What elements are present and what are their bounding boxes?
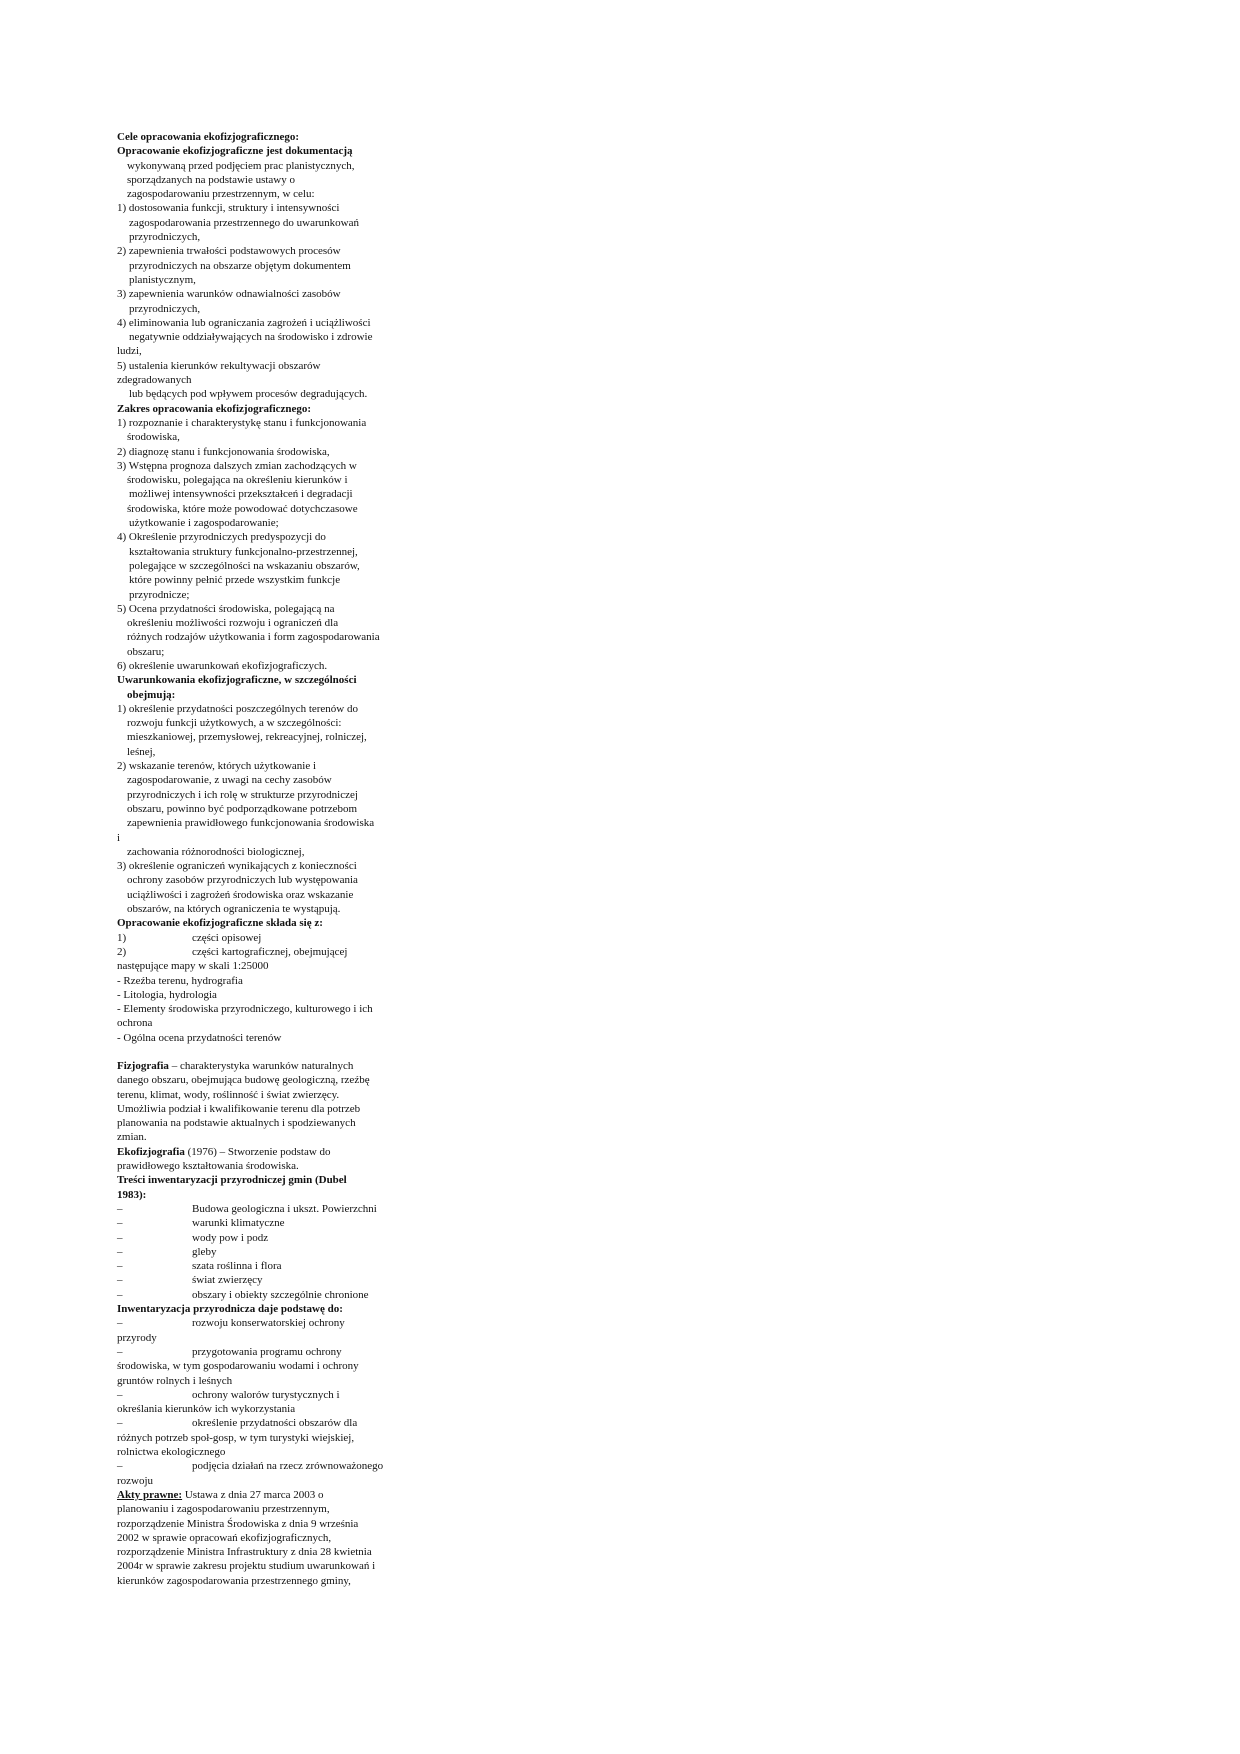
text-line: ochrony zasobów przyrodniczych lub występowania <box>127 874 358 887</box>
term: Ekofizjografia <box>117 1145 185 1158</box>
list-number: 2) <box>117 945 127 958</box>
term: Fizjografia <box>117 1060 169 1072</box>
text-line: określeniu możliwości rozwoju i ograniczeń dla <box>127 617 339 630</box>
text-line: możliwej intensywności przekształceń i degradacji <box>129 488 353 501</box>
list-dash: – <box>117 1274 123 1287</box>
text-line: lub będących pod wpływem procesów degradujących. <box>129 388 368 401</box>
text-line: rolnictwa ekologicznego <box>117 1446 226 1459</box>
list-dash: – <box>117 1231 123 1244</box>
text-line: polegające w szczególności na wskazaniu obszarów, <box>129 559 360 572</box>
text-line: rozporządzenie Ministra Infrastruktury z dnia 28 kwietnia <box>117 1546 372 1559</box>
list-item <box>117 1288 413 1302</box>
text-line: kierunków zagospodarowania przestrzennego gminy, <box>117 1574 351 1587</box>
text-line: przyrodniczych, <box>129 302 201 315</box>
text-line: zagospodarowanie, z uwagi na cechy zasobów <box>127 774 332 787</box>
text-line: przyrodniczych i ich rolę w strukturze przyrodniczej <box>127 788 358 801</box>
text-line: środowiska, w tym gospodarowaniu wodami i ochrony <box>117 1360 359 1373</box>
list-item <box>117 1388 413 1402</box>
list-text: Budowa geologiczna i ukszt. Powierzchni <box>192 1202 377 1215</box>
list-dash: – <box>117 1260 123 1273</box>
list-dash: – <box>117 1217 123 1230</box>
text-line: obszaru; <box>127 645 165 658</box>
section-heading: Opracowanie ekofizjograficzne składa się z: <box>117 917 323 930</box>
list-text: części kartograficznej, obejmującej <box>192 945 348 958</box>
text-line: różnych potrzeb społ-gosp, w tym turystyki wiejskiej, <box>117 1431 355 1444</box>
list-item <box>117 1273 413 1287</box>
list-item: 5) Ocena przydatności środowiska, polegającą na <box>117 602 335 615</box>
text-line: 2004r w sprawie zakresu projektu studium uwarunkowań i <box>117 1560 376 1573</box>
text-line: terenu, klimat, wody, roślinność i świat zwierzęcy. <box>117 1088 340 1101</box>
list-text: określenie przydatności obszarów dla <box>192 1417 358 1430</box>
list-dash: – <box>117 1345 123 1358</box>
legal-acts-line <box>117 1488 413 1502</box>
text-line: Umożliwia podział i kwalifikowanie terenu dla potrzeb <box>117 1102 361 1115</box>
text-line: mieszkaniowej, przemysłowej, rekreacyjnej, rolniczej, <box>127 731 367 744</box>
text-line: następujące mapy w skali 1:25000 <box>117 960 269 973</box>
section-heading: Zakres opracowania ekofizjograficznego: <box>117 402 312 415</box>
section-heading: 1983): <box>117 1188 147 1201</box>
text-line: ochrona <box>117 1017 153 1030</box>
list-item <box>117 1416 413 1430</box>
list-item: 3) Wstępna prognoza dalszych zmian zachodzących w <box>117 459 357 472</box>
list-dash: – <box>117 1417 123 1430</box>
list-item: 2) wskazanie terenów, których użytkowanie i <box>117 760 317 773</box>
definition-text: (1976) – Stworzenie podstaw do <box>184 1145 331 1158</box>
list-text: przygotowania programu ochrony <box>192 1345 342 1358</box>
legal-acts-text: Ustawa z dnia 27 marca 2003 o <box>182 1488 324 1501</box>
list-item: 1) rozpoznanie i charakterystykę stanu i funkcjonowania <box>117 416 367 429</box>
text-line: ludzi, <box>117 345 142 358</box>
list-item: 2) zapewnienia trwałości podstawowych procesów <box>117 245 341 258</box>
text-line: 2002 w sprawie opracowań ekofizjograficznych, <box>117 1531 332 1544</box>
section-heading: Uwarunkowania ekofizjograficzne, w szczególności <box>117 674 357 687</box>
list-text: warunki klimatyczne <box>192 1217 285 1230</box>
list-text: części opisowej <box>192 931 262 944</box>
text-line: kształtowania struktury funkcjonalno-przestrzennej, <box>129 545 358 558</box>
text-line: rozporządzenie Ministra Środowiska z dnia 9 września <box>117 1517 359 1530</box>
text-line: gruntów rolnych i leśnych <box>117 1374 233 1387</box>
text-line: różnych rodzajów użytkowania i form zagospodarowania <box>127 631 380 644</box>
list-item <box>117 1316 413 1330</box>
list-item: 2) diagnozę stanu i funkcjonowania środowiska, <box>117 445 330 458</box>
text-line: obszarów, na których ograniczenia te wystąpują. <box>127 903 341 916</box>
text-line: zagospodarowania przestrzennego do uwarunkowań <box>129 216 359 229</box>
text-line: środowiska, <box>127 431 180 444</box>
text-line: sporządzanych na podstawie ustawy o <box>127 173 296 186</box>
text-line: przyrodniczych na obszarze objętym dokumentem <box>129 259 351 272</box>
list-item: - Litologia, hydrologia <box>117 988 217 1001</box>
list-number: 1) <box>117 931 127 944</box>
text-line: zagospodarowaniu przestrzennym, w celu: <box>127 188 315 201</box>
text-line: leśnej, <box>127 745 156 758</box>
text-line: przyrody <box>117 1331 157 1344</box>
list-item <box>117 1345 413 1359</box>
list-text: świat zwierzęcy <box>192 1274 263 1287</box>
text-line: planistycznym, <box>129 273 196 286</box>
list-text: rozwoju konserwatorskiej ochrony <box>192 1317 345 1330</box>
text-line: środowiska, które może powodować dotychczasowe <box>127 502 358 515</box>
list-item <box>117 1216 413 1230</box>
list-item <box>117 1245 413 1259</box>
text-line: rozwoju <box>117 1474 154 1487</box>
list-dash: – <box>117 1245 123 1258</box>
list-item <box>117 1259 413 1273</box>
list-item <box>117 931 413 945</box>
text-line: użytkowanie i zagospodarowanie; <box>129 517 279 530</box>
list-item: 5) ustalenia kierunków rekultywacji obszarów <box>117 359 321 372</box>
list-item <box>117 945 413 959</box>
list-item: 4) Określenie przyrodniczych predyspozycji do <box>117 531 326 544</box>
text-line: przyrodniczych, <box>129 231 201 244</box>
list-item: 4) eliminowania lub ograniczania zagrożeń i uciążliwości <box>117 316 371 329</box>
text-line: które powinny pełnić przede wszystkim funkcje <box>129 574 341 587</box>
list-dash: – <box>117 1388 123 1401</box>
list-item: - Elementy środowiska przyrodniczego, kulturowego i ich <box>117 1003 373 1016</box>
text-line: zachowania różnorodności biologicznej, <box>127 845 305 858</box>
list-dash: – <box>117 1288 123 1301</box>
list-dash: – <box>117 1202 123 1215</box>
list-text: wody pow i podz <box>192 1231 269 1244</box>
text-line: środowisku, polegająca na określeniu kierunków i <box>127 474 348 487</box>
legal-acts-heading: Akty prawne: <box>117 1488 183 1501</box>
list-item: 3) określenie ograniczeń wynikających z konieczności <box>117 860 357 873</box>
text-line: określania kierunków ich wykorzystania <box>117 1403 296 1416</box>
list-item: 1) określenie przydatności poszczególnych terenów do <box>117 702 358 715</box>
section-heading: Inwentaryzacja przyrodnicza daje podstawę do: <box>117 1303 343 1316</box>
definition-line <box>117 1145 413 1159</box>
list-item <box>117 1202 413 1216</box>
section-heading: obejmują: <box>127 688 176 701</box>
text-line: planowania na podstawie aktualnych i spodziewanych <box>117 1117 356 1130</box>
list-text: podjęcia działań na rzecz zrównoważonego <box>192 1460 384 1473</box>
list-text: ochrony walorów turystycznych i <box>192 1388 340 1401</box>
section-heading: Treści inwentaryzacji przyrodniczej gmin (Dubel <box>117 1174 347 1187</box>
text-line: uciążliwości i zagrożeń środowiska oraz wskazanie <box>127 888 354 901</box>
definition-text: – charakterystyka warunków naturalnych <box>168 1060 354 1072</box>
list-text: gleby <box>192 1245 217 1258</box>
section-heading: Cele opracowania ekofizjograficznego: <box>117 131 300 143</box>
text-line: przyrodnicze; <box>129 588 190 601</box>
blank-line <box>117 1045 413 1059</box>
list-item: 1) dostosowania funkcji, struktury i intensywności <box>117 202 340 215</box>
list-item: 6) określenie uwarunkowań ekofizjograficzych. <box>117 659 328 672</box>
text-line: zdegradowanych <box>117 374 192 387</box>
text-line: i <box>117 831 121 844</box>
text-line: prawidłowego kształtowania środowiska. <box>117 1160 299 1173</box>
text-line: wykonywaną przed podjęciem prac planistycznych, <box>127 159 355 172</box>
text-line: zapewnienia prawidłowego funkcjonowania środowiska <box>127 817 375 830</box>
text-line: zmian. <box>117 1131 147 1144</box>
list-item <box>117 1231 413 1245</box>
text-line: rozwoju funkcji użytkowych, a w szczególności: <box>127 717 342 730</box>
text-line: obszaru, powinno być podporządkowane potrzebom <box>127 802 358 815</box>
list-item <box>117 1459 413 1473</box>
text-line: Opracowanie ekofizjograficzne jest dokumentacją <box>117 145 353 158</box>
list-item: 3) zapewnienia warunków odnawialności zasobów <box>117 288 341 301</box>
list-dash: – <box>117 1317 123 1330</box>
list-item: - Rzeźba terenu, hydrografia <box>117 974 243 987</box>
list-text: obszary i obiekty szczególnie chronione <box>192 1288 369 1301</box>
list-text: szata roślinna i flora <box>192 1260 282 1273</box>
list-dash: – <box>117 1460 123 1473</box>
definition-line <box>117 1059 413 1073</box>
document-text <box>117 130 413 1588</box>
text-line: planowaniu i zagospodarowaniu przestrzennym, <box>117 1503 330 1516</box>
text-line: negatywnie oddziaływających na środowisko i zdrowie <box>129 331 373 344</box>
list-item: - Ogólna ocena przydatności terenów <box>117 1031 282 1044</box>
text-line: danego obszaru, obejmująca budowę geologiczną, rzeźbę <box>117 1074 370 1087</box>
